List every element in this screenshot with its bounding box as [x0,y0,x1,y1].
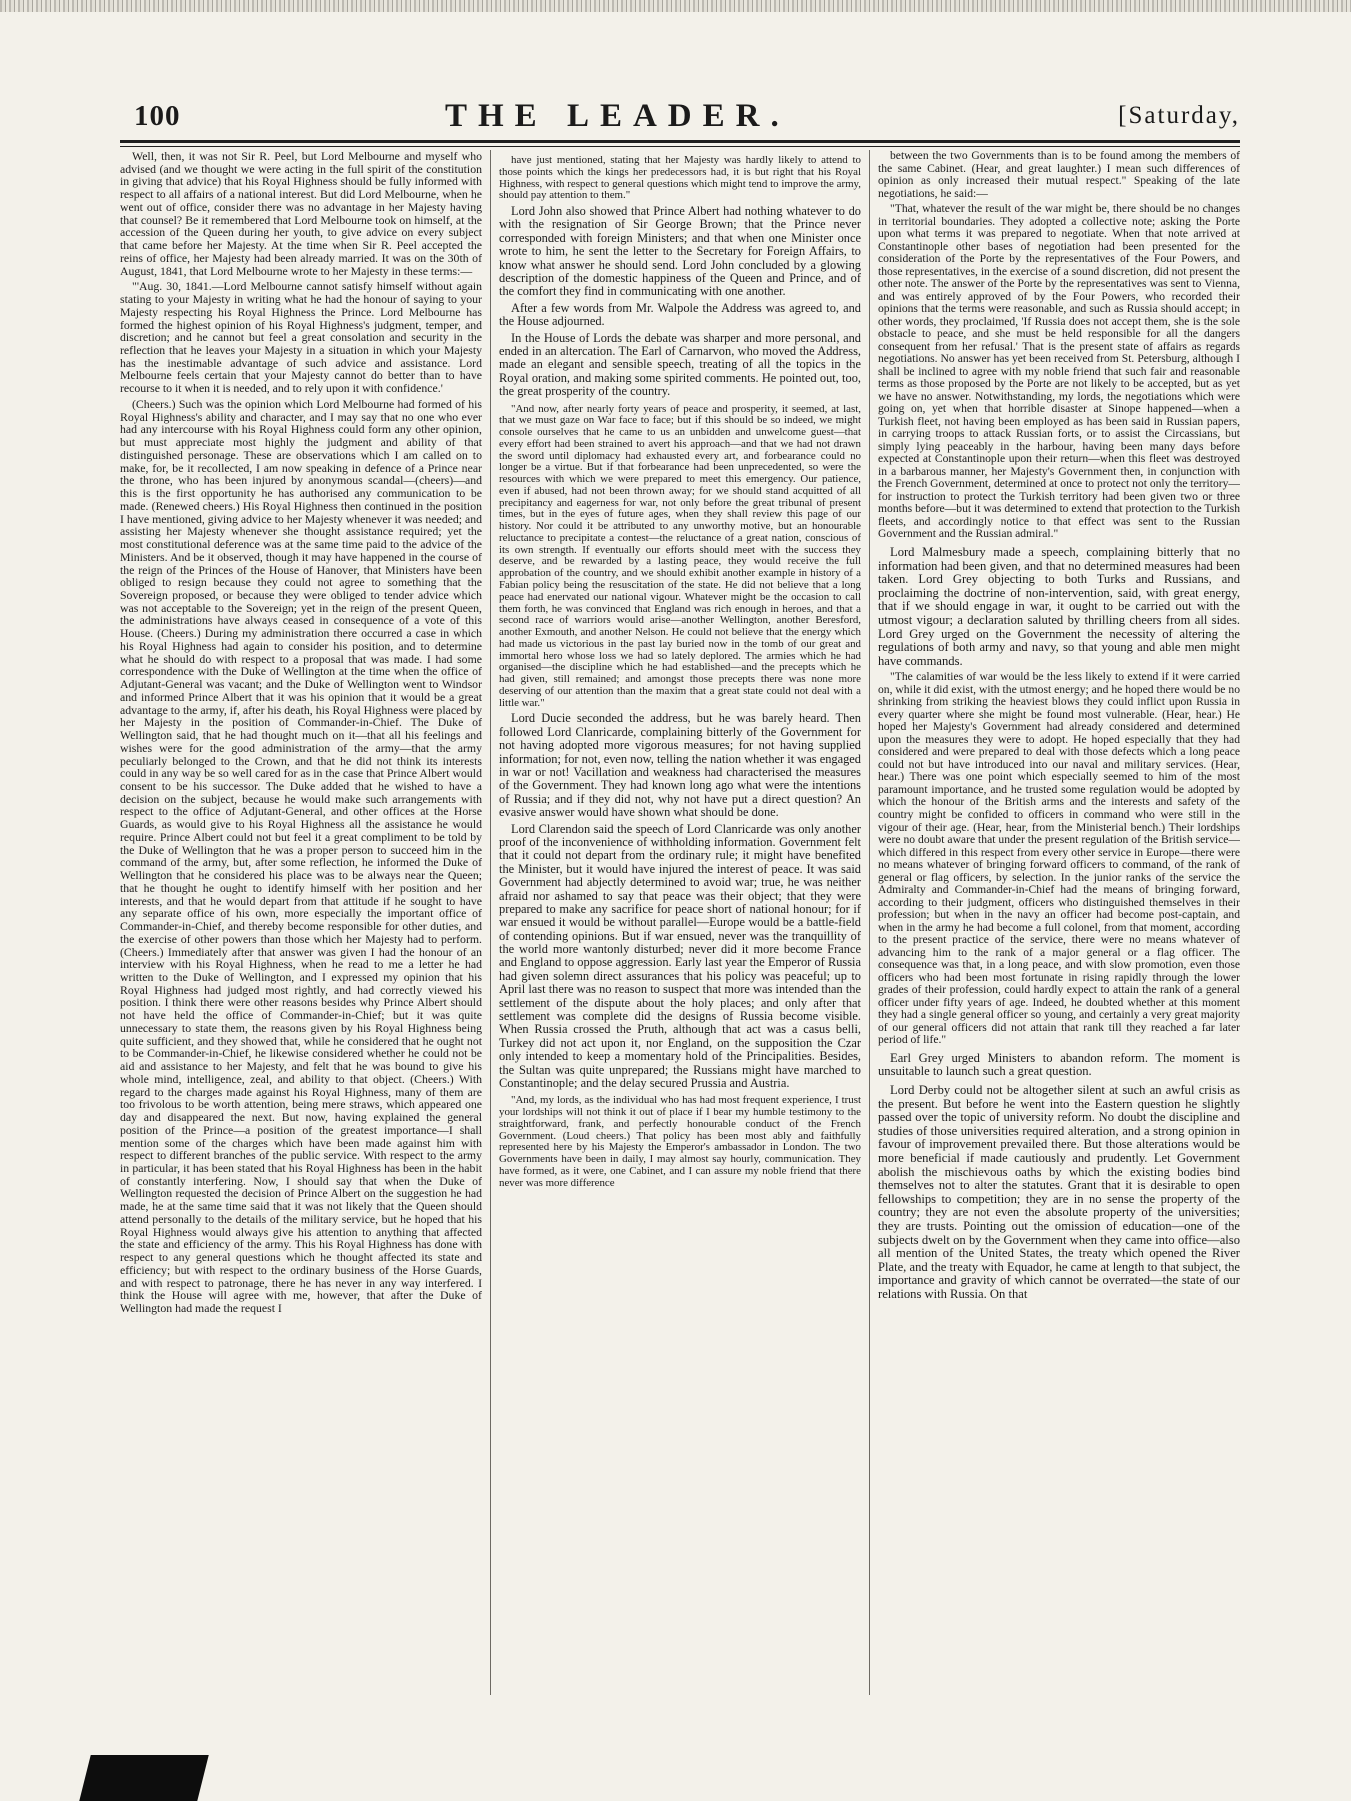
paragraph: have just mentioned, stating that her Majesty was hardly likely to attend to those points which the kings her predecessors had, it is but right that his Royal Highness, with respect to general questions which might tend to improve the army, should pay attention to them." [499,154,861,202]
scanned-top-edge [0,0,1351,12]
paragraph: In the House of Lords the debate was sharper and more personal, and ended in an altercation. The Earl of Carnarvon, who moved the Address, made an elegant and sensible speech, treating of all the topics in the Royal oration, and making some spirited comments. He pointed out, too, the great prosperity of the country. [499,330,861,399]
column-left [120,150,482,1695]
column-middle [499,150,861,1695]
quotation: "The calamities of war would be the less likely to extend if it were carried on, while it did exist, with the utmost energy; and he hoped there would be no shrinking from striking the heaviest blows they could inflict upon Russia in every quarter where she might be found most vulnerable. (Hear, hear.) He hoped her Majesty's Government had already considered and determined upon the measures they were to adopt. He hoped especially that they had considered and were prepared to deal with those defects which a long peace could not but have introduced into our naval and military services. (Hear, hear.) There was one point which especially seemed to him of the most paramount importance, and he trusted some regulation would be adopted by which the honour of the British arms and the interests and safety of the country might be confided to officers in command who were still in the vigour of their age. (Hear, hear, from the Ministerial bench.) Their lordships were no doubt aware that under the present regulation of the British service—which differed in this respect from every other service in Europe—there were no means whatever of bringing forward officers to command, of the rank of general or flag officers, by selection. In the junior ranks of the service the Admiralty and Commander-in-Chief had the means of bringing forward, according to their judgment, officers who distinguished themselves in their profession; but when in the navy an officer had become post-captain, and when in the army he had become a full colonel, from that moment, according to the present practice of the service, there were no means whatever of advancing him to the rank of a major general or a flag officer. The consequence was that, in a long peace, and with slow promotion, even those officers who had been most fortunate in rising rapidly through the lower grades of their profession, could hardly expect to attain the rank of a general officer under fifty years of age. Indeed, he doubted whether at this moment they had a single general officer so young, and certainly a very great majority of our general officers did not attain that rank till they reached a far later period of life." [878,670,1240,1047]
masthead [120,100,1240,136]
paragraph: Well, then, it was not Sir R. Peel, but Lord Melbourne and myself who advised (and we thought we were acting in the full spirit of the constitution in giving that advice) that his Royal Highness should be fully informed with respect to all affairs of a national interest. But did Lord Melbourne, when he went out of office, consider there was no advantage in her Majesty having that counsel? Be it remembered that Lord Melbourne took on himself, at the accession of the Queen during her youth, to give advice on every subject that came before her Majesty. At the time when Sir R. Peel accepted the reins of office, her Majesty had been already married. It was on the 30th of August, 1841, that Lord Melbourne wrote to her Majesty in these terms:— [120,150,482,278]
issue-day: [Saturday, [1118,102,1240,129]
ink-smudge [79,1755,208,1801]
paragraph: Lord Clarendon said the speech of Lord Clanricarde was only another proof of the inconvenience of withholding information. Government felt that it could not depart from the ordinary rule; it might have benefited the Minister, but it would have injured the interest of peace. It was said Government had abjectly determined to avoid war; true, he was neither afraid nor ashamed to say that peace was their object; that they were prepared to make any sacrifice for peace short of national honour; for if war ensued it would be without parallel—Europe would be a battle-field of contending opinions. But if war ensued, never was the tranquillity of the world more wantonly disturbed; never did it more become France and England to oppose aggression. Early last year the Emperor of Russia had given solemn direct assurances that his policy was peaceful; up to April last there was no reason to suspect that more was intended than the settlement of the dispute about the holy places; and only after that settlement was complete did the designs of Russia become visible. When Russia crossed the Pruth, although that act was a casus belli, Turkey did not act upon it, nor England, on the supposition the Czar only intended to keep a momentary hold of the Principalities. Besides, the Sultan was quite unprepared; the Russians might have marched to Constantinople; and the delay secured Prussia and Austria. [499,821,861,1090]
paragraph: "'Aug. 30, 1841.—Lord Melbourne cannot satisfy himself without again stating to your Majesty in writing what he had the honour of saying to your Majesty respecting his Royal Highness the Prince. Lord Melbourne has formed the highest opinion of his Royal Highness's judgment, temper, and discretion; and he cannot but feel a great consolation and security in the reflection that he leaves your Majesty in a situation in which your Majesty has the inestimable advantage of such advice and assistance. Lord Melbourne feels certain that your Majesty cannot do better than to have recourse to it when it is needed, and to rely upon it with confidence.' [120,279,482,396]
article-columns [120,150,1240,1695]
paragraph: Earl Grey urged Ministers to abandon reform. The moment is unsuitable to launch such a great question. [878,1050,1240,1079]
page-title: THE LEADER. [445,98,790,134]
header-rule-thick [120,140,1240,143]
paragraph: Lord Derby could not be altogether silent at such an awful crisis as the present. But before he went into the Eastern question he slightly passed over the topic of university reform. No doubt the discipline and studies of those universities required alteration, and a strong opinion in favour of improvement prevailed there. But those alterations would be more beneficial if made cautiously and prudently. Let Government abolish the mischievous oaths by which the existing bodies bind themselves not to alter the statutes. Grant that it is desirable to open fellowships to competition; they are in no sense the property of the country; they are not even the absolute property of the universities; they are trusts. Pointing out the omission of education—one of the subjects dwelt on by the Government when they came into office—also all mention of the United States, the treaty which opened the River Plate, and the treaty with Equador, he came at length to that subject, the importance and gravity of which cannot be overrated—the state of our relations with Russia. On that [878,1082,1240,1301]
column-divider [490,150,491,1695]
paragraph: Lord John also showed that Prince Albert had nothing whatever to do with the resignation of Sir George Brown; that the Prince never corresponded with foreign Ministers; and that when one Minister once wrote to him, he sent the letter to the Secretary for Foreign Affairs, to know what answer he should send. Lord John concluded by a glowing description of the domestic happiness of the Queen and Prince, and of the comfort they find in communicating with one another. [499,204,861,299]
column-divider [869,150,870,1695]
page-number: 100 [134,100,181,132]
quotation: "And, my lords, as the individual who has had most frequent experience, I trust your lordships will not think it out of place if I bear my humble testimony to the straightforward, frank, and perfectly honourable conduct of the French Government. (Loud cheers.) That policy has been most ably and faithfully represented here by his Majesty the Emperor's ambassador in London. The two Governments have been in daily, I may almost say hourly, communication. They have formed, as it were, one Cabinet, and I can assure my noble friend that there never was more difference [499,1094,861,1189]
header-rule-thin [120,146,1240,147]
quotation: "And now, after nearly forty years of peace and prosperity, it seemed, at last, that we must gaze on War face to face; but if this should be so indeed, we might console ourselves that he came to us an unbidden and unwelcome guest—that every effort had been strained to avert his approach—and that we had not drawn the sword until diplomacy had exhausted every art, and forbearance could no longer be a virtue. But if that forbearance had been unprecedented, so were the resources with which we were prepared to meet this emergency. Our patience, even if abused, had not been thrown away; for we should stand acquitted of all precipitancy and eagerness for war, not only before the great tribunal of present times, but in the eyes of future ages, when they shall review this page of our history. Nor could it be attributed to any unworthy motive, but an honourable reluctance to precipitate a contest—the reluctance of a great nation, conscious of its own strength. If eventually our efforts should meet with the success they deserve, and be rewarded by a lasting peace, they would receive the full approbation of the country, and we should exhibit another example in history of a Fabian policy being the resuscitation of the state. He did not believe that a long peace had enervated our national vigour. Whatever might be the occasion to call them forth, he was convinced that England was rich enough in heroes, and that a second race of warriors would arise—another Wellington, another Beresford, another Exmouth, and another Nelson. He could not believe that the energy which had made us victorious in the past lay buried now in the tomb of our great and immortal hero whose loss we had so lately deplored. The armies which he had organised—the discipline which he had established—and the precepts which he had given, still remained; and amongst those precepts there was none more deserving of our attention than the maxim that a great state could not deal with a little war." [499,402,861,709]
paragraph: Lord Malmesbury made a speech, complaining bitterly that no information had been given, and that no determined measures had been taken. Lord Grey objecting to both Turks and Russians, and proclaiming the doctrine of non-intervention, said, with great energy, that if we should engage in war, it ought to be carried out with the utmost vigour; a declaration saluted by thrilling cheers from all sides. Lord Grey urged on the Government the necessity of altering the regulations of both army and navy, so that young and able men might have commands. [878,544,1240,668]
paragraph: Lord Ducie seconded the address, but he was barely heard. Then followed Lord Clanricarde, complaining bitterly of the Government for not having adopted more vigorous measures; for not having supplied information; for not, even now, telling the nation whether it was engaged in war or not! Vacillation and weakness had characterised the measures of the Government. They had known long ago what were the intentions of Russia; and if they did not, why not have put a direct question? An evasive answer would have shown what should be done. [499,711,861,820]
column-right [878,150,1240,1695]
quotation: "That, whatever the result of the war might be, there should be no changes in territorial boundaries. They adopted a collective note; asking the Porte upon what terms it was prepared to negotiate. When that note arrived at Constantinople other bases of negotiation had been presented for the consideration of the Porte by the representatives of the Four Powers, and those representatives, in the exercise of a sound discretion, did not present the other note. The answer of the Porte by the representatives was sent to Vienna, and was entirely approved of by the Four Powers, who recorded their opinions that the terms were reasonable, and such as Russia should accept; in other words, they proclaimed, 'If Russia does not accept them, she is the sole obstacle to peace, and she must be held responsible for all the dangers consequent from her refusal.' That is the present state of affairs as regards negotiations. No answer has yet been received from St. Petersburg, although I shall be inclined to agree with my noble friend that such fair and reasonable terms as those proposed by the Porte are not likely to be accepted, but as yet we have no answer. Notwithstanding, my lords, the negotiations which were going on, yet when that horrible disaster at Sinope happened—when a Turkish fleet, not having been employed as has been said in Russian papers, in carrying troops to attack Russian forts, or to assist the Circassians, but simply lying peaceably in the harbour, having been many days before expected at Constantinople upon their return—when this fleet was destroyed in a barbarous manner, her Majesty's Government then, in conjunction with the French Government, determined at once to protect not only the territory—for instruction to protect the Turkish territory had been given two or three months before—but it was determined to extend that protection to the Turkish fleets, and accordingly notice to that effect was sent to the Russian Government and the Russian admiral." [878,202,1240,541]
paragraph: After a few words from Mr. Walpole the Address was agreed to, and the House adjourned. [499,300,861,329]
paragraph: (Cheers.) Such was the opinion which Lord Melbourne had formed of his Royal Highness's ability and character, and I may say that no one who ever had any intercourse with his Royal Highness could form any other opinion, but must appreciate most highly the judgment and ability of that distinguished personage. These are observations which I am called on to make, for, be it recollected, I am now speaking in defence of a Prince near the throne, who has been injured by anonymous scandal—(cheers)—and this is the first opportunity he has authorised any communication to be made. (Renewed cheers.) His Royal Highness then continued in the position I have mentioned, giving advice to her Majesty whenever it was needed; and assisting her Majesty whenever she thought assistance required; yet the most constitutional deference was at the same time paid to the advice of the Ministers. And be it observed, though it may have happened in the course of the reign of the Princes of the House of Hanover, that Ministers have been obliged to resign because they could not agree to something that the Sovereign proposed, or because they were obliged to tender advice which was not acceptable to the Sovereign; yet in the reign of the present Queen, the administrations have always ceased in consequence of a vote of this House. (Cheers.) During my administration there occurred a case in which his Royal Highness had again to consider his position, and to determine what he should do with respect to a proposal that was made. I had some correspondence with the Duke of Wellington at the time when the office of Adjutant-General was vacant; and the Duke of Wellington went to Windsor and informed Prince Albert that it was his opinion that it would be a great advantage to the army, if, after his death, his Royal Highness were placed by her Majesty in the position of Commander-in-Chief. The Duke of Wellington said, that he had thought much on it—that all his feelings and wishes were for the good administration of the army—that the army peculiarly belonged to the Crown, and that he did not think its interests could in any way be so well cared for as in the case that Prince Albert would consent to be his successor. The Duke added that he wished to have a decision on the subject, because he would make such arrangements with respect to the office of Adjutant-General, and other offices at the Horse Guards, as would give to his Royal Highness all the assistance he would require. Prince Albert could not but feel it a great compliment to be told by the Duke of Wellington that he was a proper person to succeed him in the command of the army, but, after some reflection, he informed the Duke of Wellington that he considered his place was to be always near the Queen; that he thought he ought to identify himself with her position and her interests, and that he would depart from that attitude if he sought to have any separate office of his own, more especially the important office of Commander-in-Chief, and thereby become responsible for other duties, and the exercise of other powers than those which her Majesty had to perform. (Cheers.) Immediately after that answer was given I had the honour of an interview with his Royal Highness, when he read to me a letter he had written to the Duke of Wellington, and I expressed my opinion that his Royal Highness had judged most rightly, and had correctly viewed his position. I think there were other reasons besides why Prince Albert should not have held the office of Commander-in-Chief; but it was quite unnecessary to state them, the reasons given by his Royal Highness being quite sufficient, and they showed that, while he considered that he ought not to be Commander-in-Chief, he likewise considered whether he could not be aid and assistance to her Majesty, and felt that he was bound to give his whole mind, intelligence, zeal, and ability to that object. (Cheers.) With regard to the charges made against his Royal Highness, many of them are too frivolous to be worth attention, being mere straws, which appeared one day and disappeared the next. But now, having explained the general position of the Prince—a position of the greatest importance—I shall mention some of the charges which have been made against him with respect to different branches of the public service. With respect to the army in particular, it has been stated that his Royal Highness has been in the habit of constantly interfering. Now, I should say that when the Duke of Wellington requested the decision of Prince Albert on the suggestion he had made, he at the same time said that it was not likely that the Queen should attend personally to the details of the military service, but he hoped that his Royal Highness would always give his attention to anything that affected the state and efficiency of the army. This his Royal Highness has done with respect to any general questions which he thought affected its state and efficiency; but with respect to the ordinary business of the Horse Guards, and with respect to patronage, there he has never in any way interfered. I think the House will agree with me, however, that after the Duke of Wellington had made the request I [120,396,482,1316]
paragraph: between the two Governments than is to be found among the members of the same Cabinet. (Hear, and great laughter.) I mean such differences of opinion as only increased their mutual respect." Speaking of the late negotiations, he said:— [878,150,1240,200]
